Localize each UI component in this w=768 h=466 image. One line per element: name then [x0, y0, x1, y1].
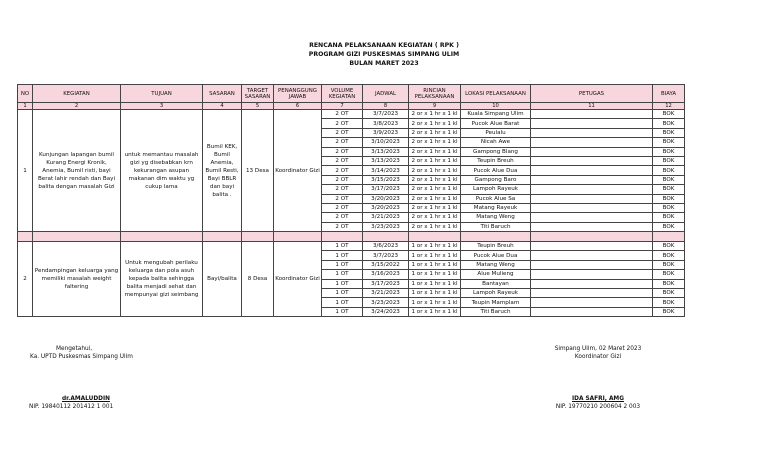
row-rincian-cell: 2 or x 1 hr x 1 kl	[409, 138, 461, 147]
row-rincian-cell: 1 or x 1 hr x 1 kl	[409, 242, 461, 251]
row-petugas-cell	[531, 119, 653, 128]
row-jadwal-cell: 3/7/2023	[363, 251, 409, 260]
activity-no-cell: 2	[18, 242, 33, 317]
column-number-cell: 4	[203, 103, 242, 110]
row-biaya-cell: BOK	[653, 175, 685, 184]
rpk-table	[17, 84, 685, 317]
row-jadwal-cell: 3/17/2023	[363, 279, 409, 288]
table-body	[18, 103, 685, 317]
row-jadwal-cell: 3/9/2023	[363, 128, 409, 137]
row-biaya-cell: BOK	[653, 260, 685, 269]
row-rincian-cell: 2 or x 1 hr x 1 kl	[409, 213, 461, 222]
header-cell: SASARAN	[203, 85, 242, 103]
row-petugas-cell	[531, 110, 653, 119]
column-number-cell: 11	[531, 103, 653, 110]
program-title: PROGRAM GIZI PUSKESMAS SIMPANG ULIM	[308, 51, 460, 58]
activity-target-cell: 13 Desa	[242, 110, 274, 232]
row-biaya-cell: BOK	[653, 242, 685, 251]
header-cell: VOLUME KEGIATAN	[322, 85, 363, 103]
separator-cell	[203, 232, 242, 242]
row-volume-cell: 1 OT	[322, 298, 363, 307]
separator-cell	[409, 232, 461, 242]
row-jadwal-cell: 3/16/2023	[363, 270, 409, 279]
row-jadwal-cell: 3/8/2023	[363, 119, 409, 128]
row-petugas-cell	[531, 175, 653, 184]
row-rincian-cell: 2 or x 1 hr x 1 kl	[409, 128, 461, 137]
row-rincian-cell: 1 or x 1 hr x 1 kl	[409, 279, 461, 288]
row-biaya-cell: BOK	[653, 110, 685, 119]
row-rincian-cell: 2 or x 1 hr x 1 kl	[409, 175, 461, 184]
separator-cell	[531, 232, 653, 242]
row-petugas-cell	[531, 270, 653, 279]
header-cell: NO	[18, 85, 33, 103]
header-cell: BIAYA	[653, 85, 685, 103]
row-petugas-cell	[531, 213, 653, 222]
row-petugas-cell	[531, 203, 653, 212]
row-jadwal-cell: 3/17/2023	[363, 185, 409, 194]
row-jadwal-cell: 3/23/2023	[363, 222, 409, 231]
row-petugas-cell	[531, 128, 653, 137]
row-rincian-cell: 2 or x 1 hr x 1 kl	[409, 203, 461, 212]
separator-cell	[121, 232, 203, 242]
column-number-cell: 1	[18, 103, 33, 110]
row-rincian-cell: 1 or x 1 hr x 1 kl	[409, 298, 461, 307]
header-cell: PENANGGUNG JAWAB	[274, 85, 322, 103]
separator-row	[18, 232, 685, 242]
row-rincian-cell: 2 or x 1 hr x 1 kl	[409, 166, 461, 175]
row-lokasi-cell: Gampong Baro	[461, 175, 531, 184]
row-petugas-cell	[531, 166, 653, 175]
row-jadwal-cell: 3/15/2023	[363, 175, 409, 184]
row-biaya-cell: BOK	[653, 222, 685, 231]
row-rincian-cell: 2 or x 1 hr x 1 kl	[409, 119, 461, 128]
column-number-cell: 10	[461, 103, 531, 110]
signature-right	[550, 345, 646, 361]
row-lokasi-cell: Gampong Blang	[461, 147, 531, 156]
header-cell: JADWAL	[363, 85, 409, 103]
row-volume-cell: 2 OT	[322, 185, 363, 194]
activity-kegiatan-cell: Kunjungan lapangan bumil Kurang Energi Kronik, Anemia, Bumil risti, bayi Berat lahir rendah dan Bayi balita dengan masalah Gizi	[33, 110, 121, 232]
row-volume-cell: 2 OT	[322, 156, 363, 165]
table-header-row	[18, 85, 685, 103]
signature-right-line1: Simpang Ulim, 02 Maret 2023	[554, 346, 642, 352]
row-rincian-cell: 1 or x 1 hr x 1 kl	[409, 251, 461, 260]
row-rincian-cell: 2 or x 1 hr x 1 kl	[409, 222, 461, 231]
row-biaya-cell: BOK	[653, 289, 685, 298]
row-lokasi-cell: Pucok Alue Barat	[461, 119, 531, 128]
row-lokasi-cell: Teupin Breuh	[461, 242, 531, 251]
row-rincian-cell: 2 or x 1 hr x 1 kl	[409, 156, 461, 165]
signature-left-name: dr.AMALUDDIN	[62, 396, 110, 402]
row-jadwal-cell: 3/7/2023	[363, 110, 409, 119]
activity-target-cell: 8 Desa	[242, 242, 274, 317]
row-petugas-cell	[531, 242, 653, 251]
activity-sasaran-cell: Bumil KEK, Bumil Anemia, Bumil Resti, Bayi BBLR dan bayi balita .	[203, 110, 242, 232]
column-number-cell: 3	[121, 103, 203, 110]
separator-cell	[242, 232, 274, 242]
separator-cell	[653, 232, 685, 242]
activity-kegiatan-cell: Pendampingan keluarga yang memiliki masalah weight faltering	[33, 242, 121, 317]
row-jadwal-cell: 3/14/2023	[363, 166, 409, 175]
row-volume-cell: 2 OT	[322, 128, 363, 137]
row-biaya-cell: BOK	[653, 203, 685, 212]
signature-right-name: IDA SAFRI, AMG	[572, 396, 624, 402]
row-biaya-cell: BOK	[653, 119, 685, 128]
row-lokasi-cell: Titi Baruch	[461, 307, 531, 316]
row-biaya-cell: BOK	[653, 270, 685, 279]
row-lokasi-cell: Kuala Simpang Ulim	[461, 110, 531, 119]
signature-left-name-block	[29, 395, 114, 411]
row-volume-cell: 2 OT	[322, 138, 363, 147]
column-number-row	[18, 103, 685, 110]
row-rincian-cell: 2 or x 1 hr x 1 kl	[409, 110, 461, 119]
row-petugas-cell	[531, 307, 653, 316]
row-volume-cell: 1 OT	[322, 251, 363, 260]
row-petugas-cell	[531, 222, 653, 231]
column-number-cell: 7	[322, 103, 363, 110]
separator-cell	[461, 232, 531, 242]
row-lokasi-cell: Teupin Mamplam	[461, 298, 531, 307]
row-biaya-cell: BOK	[653, 185, 685, 194]
activity-tujuan-cell: Untuk mengubah perilaku keluarga dan pola asuh kepada balita sehingga balita menjadi sehat dan mempunyai gizi seimbang	[121, 242, 203, 317]
table-row	[18, 110, 685, 119]
row-jadwal-cell: 3/10/2023	[363, 138, 409, 147]
signature-right-nip: NIP. 19770210 200604 2 003	[555, 404, 641, 410]
signature-left	[30, 345, 133, 361]
row-lokasi-cell: Pucok Alue Dua	[461, 166, 531, 175]
row-rincian-cell: 1 or x 1 hr x 1 kl	[409, 260, 461, 269]
column-number-cell: 5	[242, 103, 274, 110]
row-lokasi-cell: Peulalu	[461, 128, 531, 137]
document-title: RENCANA PELAKSANAAN KEGIATAN ( RPK )	[309, 42, 459, 49]
column-number-cell: 6	[274, 103, 322, 110]
column-number-cell: 2	[33, 103, 121, 110]
row-volume-cell: 2 OT	[322, 119, 363, 128]
row-jadwal-cell: 3/15/2022	[363, 260, 409, 269]
separator-cell	[363, 232, 409, 242]
row-lokasi-cell: Titi Baruch	[461, 222, 531, 231]
row-jadwal-cell: 3/21/2023	[363, 213, 409, 222]
row-volume-cell: 2 OT	[322, 110, 363, 119]
row-petugas-cell	[531, 156, 653, 165]
period-title: BULAN MARET 2023	[349, 60, 419, 67]
row-lokasi-cell: Pucok Alue Sa	[461, 194, 531, 203]
row-volume-cell: 2 OT	[322, 222, 363, 231]
activity-no-cell: 1	[18, 110, 33, 232]
row-volume-cell: 2 OT	[322, 213, 363, 222]
row-volume-cell: 1 OT	[322, 260, 363, 269]
header-cell: KEGIATAN	[33, 85, 121, 103]
row-biaya-cell: BOK	[653, 298, 685, 307]
row-jadwal-cell: 3/20/2023	[363, 203, 409, 212]
row-jadwal-cell: 3/13/2023	[363, 156, 409, 165]
row-jadwal-cell: 3/20/2023	[363, 194, 409, 203]
row-biaya-cell: BOK	[653, 166, 685, 175]
row-volume-cell: 1 OT	[322, 270, 363, 279]
signature-left-line2: Ka. UPTD Puskesmas Simpang Ulim	[30, 354, 133, 360]
row-volume-cell: 2 OT	[322, 147, 363, 156]
header-cell: RINCIAN PELAKSANAAN	[409, 85, 461, 103]
row-biaya-cell: BOK	[653, 213, 685, 222]
row-biaya-cell: BOK	[653, 307, 685, 316]
row-rincian-cell: 2 or x 1 hr x 1 kl	[409, 185, 461, 194]
row-biaya-cell: BOK	[653, 147, 685, 156]
row-rincian-cell: 2 or x 1 hr x 1 kl	[409, 147, 461, 156]
row-lokasi-cell: Alue Mulieng	[461, 270, 531, 279]
separator-cell	[322, 232, 363, 242]
row-jadwal-cell: 3/21/2023	[363, 289, 409, 298]
row-volume-cell: 1 OT	[322, 279, 363, 288]
activity-tujuan-cell: untuk memantau masalah gizi yg disebabkan krn kekurangan asupan makanan dim waktu yg cukup lama	[121, 110, 203, 232]
row-petugas-cell	[531, 138, 653, 147]
column-number-cell: 12	[653, 103, 685, 110]
signature-left-nip: NIP. 19840112 201412 1 001	[29, 404, 114, 410]
row-lokasi-cell: Matang Rayeuk	[461, 203, 531, 212]
row-jadwal-cell: 3/24/2023	[363, 307, 409, 316]
row-volume-cell: 1 OT	[322, 307, 363, 316]
separator-cell	[33, 232, 121, 242]
row-biaya-cell: BOK	[653, 251, 685, 260]
row-rincian-cell: 1 or x 1 hr x 1 kl	[409, 270, 461, 279]
column-number-cell: 8	[363, 103, 409, 110]
row-volume-cell: 2 OT	[322, 175, 363, 184]
activity-penanggung-jawab-cell: Koordinator Gizi	[274, 242, 322, 317]
header-cell: TARGET SASARAN	[242, 85, 274, 103]
row-petugas-cell	[531, 194, 653, 203]
row-petugas-cell	[531, 147, 653, 156]
row-rincian-cell: 1 or x 1 hr x 1 kl	[409, 289, 461, 298]
row-volume-cell: 2 OT	[322, 194, 363, 203]
row-lokasi-cell: Lampoh Rayeuk	[461, 185, 531, 194]
row-jadwal-cell: 3/23/2023	[363, 298, 409, 307]
signature-right-line2: Koordinator Gizi	[574, 354, 622, 360]
row-biaya-cell: BOK	[653, 194, 685, 203]
row-lokasi-cell: Lampoh Rayeuk	[461, 289, 531, 298]
row-petugas-cell	[531, 289, 653, 298]
row-lokasi-cell: Bantayan	[461, 279, 531, 288]
row-petugas-cell	[531, 279, 653, 288]
row-rincian-cell: 1 or x 1 hr x 1 kl	[409, 307, 461, 316]
row-lokasi-cell: Pucok Alue Dua	[461, 251, 531, 260]
row-volume-cell: 1 OT	[322, 242, 363, 251]
row-petugas-cell	[531, 185, 653, 194]
separator-cell	[274, 232, 322, 242]
row-lokasi-cell: Teupin Breuh	[461, 156, 531, 165]
signature-right-name-block	[552, 395, 644, 411]
row-lokasi-cell: Matang Weng	[461, 213, 531, 222]
signature-left-line1: Mengetahui,	[56, 346, 93, 352]
row-petugas-cell	[531, 260, 653, 269]
header-cell: TUJUAN	[121, 85, 203, 103]
row-rincian-cell: 2 or x 1 hr x 1 kl	[409, 194, 461, 203]
row-biaya-cell: BOK	[653, 279, 685, 288]
row-biaya-cell: BOK	[653, 128, 685, 137]
column-number-cell: 9	[409, 103, 461, 110]
row-biaya-cell: BOK	[653, 138, 685, 147]
separator-cell	[18, 232, 33, 242]
row-volume-cell: 2 OT	[322, 203, 363, 212]
row-petugas-cell	[531, 298, 653, 307]
activity-sasaran-cell: Bayi/balita	[203, 242, 242, 317]
table-row	[18, 242, 685, 251]
header-cell: PETUGAS	[531, 85, 653, 103]
activity-penanggung-jawab-cell: Koordinator Gizi	[274, 110, 322, 232]
row-volume-cell: 1 OT	[322, 289, 363, 298]
row-petugas-cell	[531, 251, 653, 260]
header-cell: LOKASI PELAKSANAAN	[461, 85, 531, 103]
row-volume-cell: 2 OT	[322, 166, 363, 175]
row-jadwal-cell: 3/6/2023	[363, 242, 409, 251]
row-jadwal-cell: 3/13/2023	[363, 147, 409, 156]
row-lokasi-cell: Matang Weng	[461, 260, 531, 269]
row-lokasi-cell: Nicah Awe	[461, 138, 531, 147]
row-biaya-cell: BOK	[653, 156, 685, 165]
